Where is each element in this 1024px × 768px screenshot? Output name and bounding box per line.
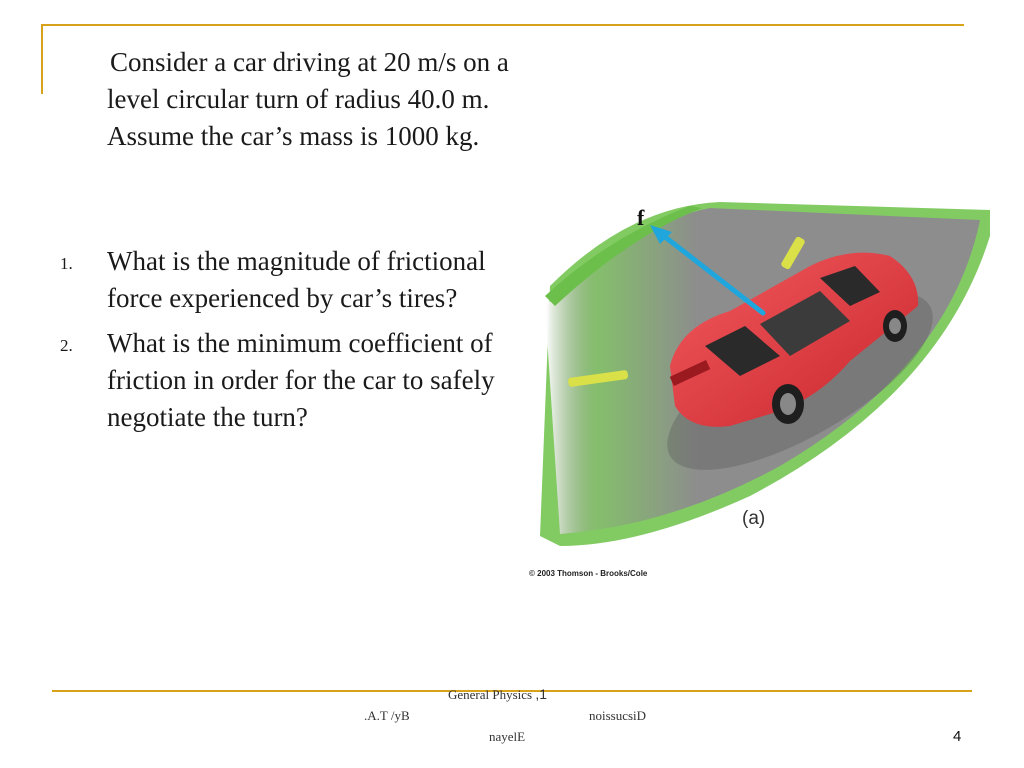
footer-bottom-text: nayelE (489, 729, 526, 744)
problem-statement: Consider a car driving at 20 m/s on a level circular turn of radius 40.0 m. Assume the car’s mass is 1000 kg. (107, 47, 509, 151)
footer-right-text: noissucsiD (589, 708, 647, 723)
page-number: 4 (953, 728, 962, 745)
top-accent-line (43, 24, 964, 26)
list-item (60, 325, 530, 436)
question-text: What is the magnitude of frictional force experienced by car’s tires? (107, 246, 486, 313)
wheel (889, 318, 901, 334)
question-number: 1. (60, 254, 73, 273)
force-label: f (637, 205, 645, 230)
list-item (60, 243, 530, 317)
figure-panel-label: (a) (742, 508, 766, 529)
wheel (780, 393, 796, 415)
left-accent-line (41, 24, 43, 94)
question-number: 2. (60, 336, 73, 355)
footer-course (448, 686, 547, 703)
footer-left-text: .A.T /yB (364, 708, 410, 723)
footer-course-suffix: ,1 (535, 686, 548, 702)
question-text: What is the minimum coefficient of friction in order for the car to safely negotiate the turn? (107, 328, 495, 432)
footer-course-name: General Physics (448, 687, 533, 702)
question-list (60, 243, 530, 444)
figure-credit: © 2003 Thomson - Brooks/Cole (529, 569, 648, 578)
